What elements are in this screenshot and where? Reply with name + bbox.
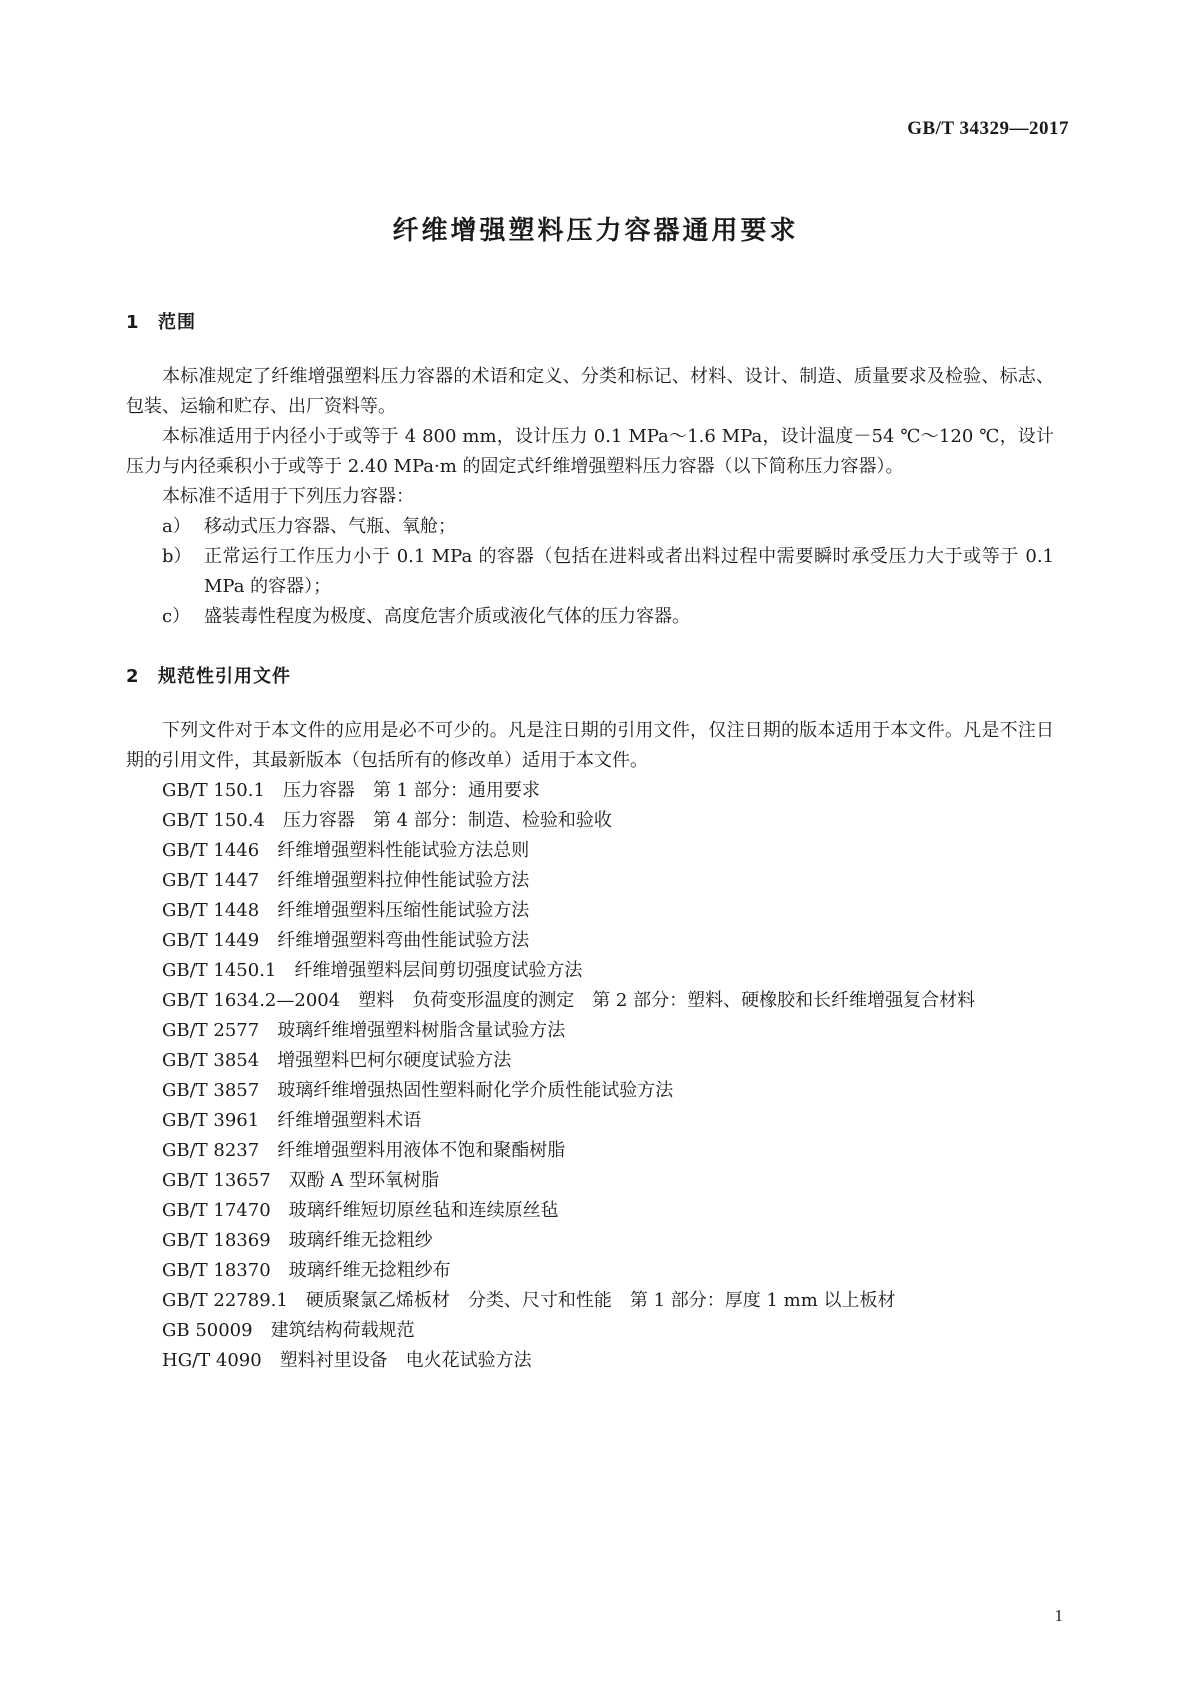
reference-code: GB/T 3854 (162, 1050, 260, 1071)
reference-code: GB/T 13657 (162, 1170, 271, 1191)
reference-item (162, 776, 1054, 806)
reference-item (162, 1226, 1054, 1256)
reference-title: 塑料衬里设备 电火花试验方法 (279, 1350, 532, 1371)
reference-item (162, 1256, 1054, 1286)
list-marker: c） (162, 606, 191, 627)
reference-item (162, 1196, 1054, 1226)
reference-code: GB/T 1446 (162, 840, 260, 861)
reference-title: 玻璃纤维增强塑料树脂含量试验方法 (277, 1020, 566, 1041)
reference-item (162, 896, 1054, 926)
section-number: 1 (126, 312, 140, 333)
reference-title: 增强塑料巴柯尔硬度试验方法 (277, 1050, 512, 1071)
reference-item (162, 1046, 1054, 1076)
section-title: 规范性引用文件 (158, 666, 291, 687)
reference-item (162, 1166, 1054, 1196)
reference-title: 双酚 A 型环氧树脂 (288, 1170, 440, 1191)
reference-code: GB/T 150.4 (162, 810, 265, 831)
list-marker: a） (162, 516, 191, 537)
reference-item (162, 806, 1054, 836)
reference-title: 压力容器 第 4 部分：制造、检验和验收 (282, 810, 612, 831)
reference-code: GB/T 2577 (162, 1020, 260, 1041)
standard-code: GB/T 34329—2017 (907, 118, 1069, 139)
list-item (162, 602, 1054, 632)
reference-code: GB/T 1449 (162, 930, 260, 951)
section-number: 2 (126, 666, 140, 687)
scope-paragraph-2: 本标准适用于内径小于或等于 4 800 mm，设计压力 0.1 MPa～1.6 MPa，设计温度－54 ℃～120 ℃，设计压力与内径乘积小于或等于 2.40 MPa·m 的固定式纤维增强塑料压力容器（以下简称压力容器）。 (126, 426, 1054, 477)
reference-item (126, 986, 1054, 1016)
reference-code: GB/T 18369 (162, 1230, 271, 1251)
reference-title: 纤维增强塑料术语 (277, 1110, 422, 1131)
references-intro: 下列文件对于本文件的应用是必不可少的。凡是注日期的引用文件，仅注日期的版本适用于本文件。凡是不注日期的引用文件，其最新版本（包括所有的修改单）适用于本文件。 (126, 720, 1054, 771)
reference-code: HG/T 4090 (162, 1350, 262, 1371)
reference-item (162, 1076, 1054, 1106)
page-number: 1 (1054, 1606, 1063, 1625)
reference-title: 纤维增强塑料拉伸性能试验方法 (277, 870, 530, 891)
reference-title: 纤维增强塑料弯曲性能试验方法 (277, 930, 530, 951)
reference-code: GB/T 22789.1 (162, 1290, 288, 1311)
reference-item (162, 956, 1054, 986)
section-2-heading (126, 662, 1054, 692)
reference-title: 纤维增强塑料用液体不饱和聚酯树脂 (277, 1140, 566, 1161)
reference-code: GB/T 1447 (162, 870, 260, 891)
reference-item (162, 926, 1054, 956)
list-text: 正常运行工作压力小于 0.1 MPa 的容器（包括在进料或者出料过程中需要瞬时承受压力大于或等于 0.1 MPa 的容器）； (204, 546, 1054, 597)
list-text: 盛装毒性程度为极度、高度危害介质或液化气体的压力容器。 (204, 606, 690, 627)
reference-title: 玻璃纤维增强热固性塑料耐化学介质性能试验方法 (277, 1080, 674, 1101)
reference-item (162, 866, 1054, 896)
scope-paragraph-3: 本标准不适用于下列压力容器： (162, 486, 414, 507)
reference-title: 纤维增强塑料性能试验方法总则 (277, 840, 530, 861)
reference-code: GB/T 17470 (162, 1200, 271, 1221)
reference-code: GB/T 18370 (162, 1260, 271, 1281)
reference-title: 玻璃纤维短切原丝毡和连续原丝毡 (288, 1200, 559, 1221)
section-title: 范围 (158, 312, 196, 333)
reference-item (162, 1016, 1054, 1046)
reference-title: 玻璃纤维无捻粗纱布 (288, 1260, 451, 1281)
list-item (162, 542, 1054, 602)
reference-item (162, 1316, 1054, 1346)
reference-title: 硬质聚氯乙烯板材 分类、尺寸和性能 第 1 部分：厚度 1 mm 以上板材 (305, 1290, 896, 1311)
scope-paragraph-1: 本标准规定了纤维增强塑料压力容器的术语和定义、分类和标记、材料、设计、制造、质量要求及检验、标志、包装、运输和贮存、出厂资料等。 (126, 366, 1054, 417)
reference-item (162, 836, 1054, 866)
reference-title: 塑料 负荷变形温度的测定 第 2 部分：塑料、硬橡胶和长纤维增强复合材料 (358, 990, 976, 1011)
reference-title: 建筑结构荷载规范 (270, 1320, 415, 1341)
reference-code: GB/T 150.1 (162, 780, 265, 801)
document-body (126, 308, 1054, 1376)
reference-code: GB 50009 (162, 1320, 253, 1341)
reference-item (162, 1106, 1054, 1136)
reference-code: GB/T 1634.2—2004 (162, 990, 341, 1011)
reference-title: 压力容器 第 1 部分：通用要求 (282, 780, 540, 801)
reference-code: GB/T 1448 (162, 900, 260, 921)
list-text: 移动式压力容器、气瓶、氧舱； (204, 516, 456, 537)
reference-title: 纤维增强塑料压缩性能试验方法 (277, 900, 530, 921)
reference-code: GB/T 3961 (162, 1110, 260, 1131)
reference-code: GB/T 1450.1 (162, 960, 277, 981)
reference-item (162, 1136, 1054, 1166)
reference-code: GB/T 8237 (162, 1140, 260, 1161)
list-marker: b） (162, 546, 192, 567)
reference-title: 玻璃纤维无捻粗纱 (288, 1230, 433, 1251)
reference-item (162, 1286, 1054, 1316)
section-1-heading (126, 308, 1054, 338)
reference-item (162, 1346, 1054, 1376)
list-item (162, 512, 1054, 542)
reference-code: GB/T 3857 (162, 1080, 260, 1101)
reference-title: 纤维增强塑料层间剪切强度试验方法 (294, 960, 583, 981)
document-title: 纤维增强塑料压力容器通用要求 (392, 216, 799, 246)
